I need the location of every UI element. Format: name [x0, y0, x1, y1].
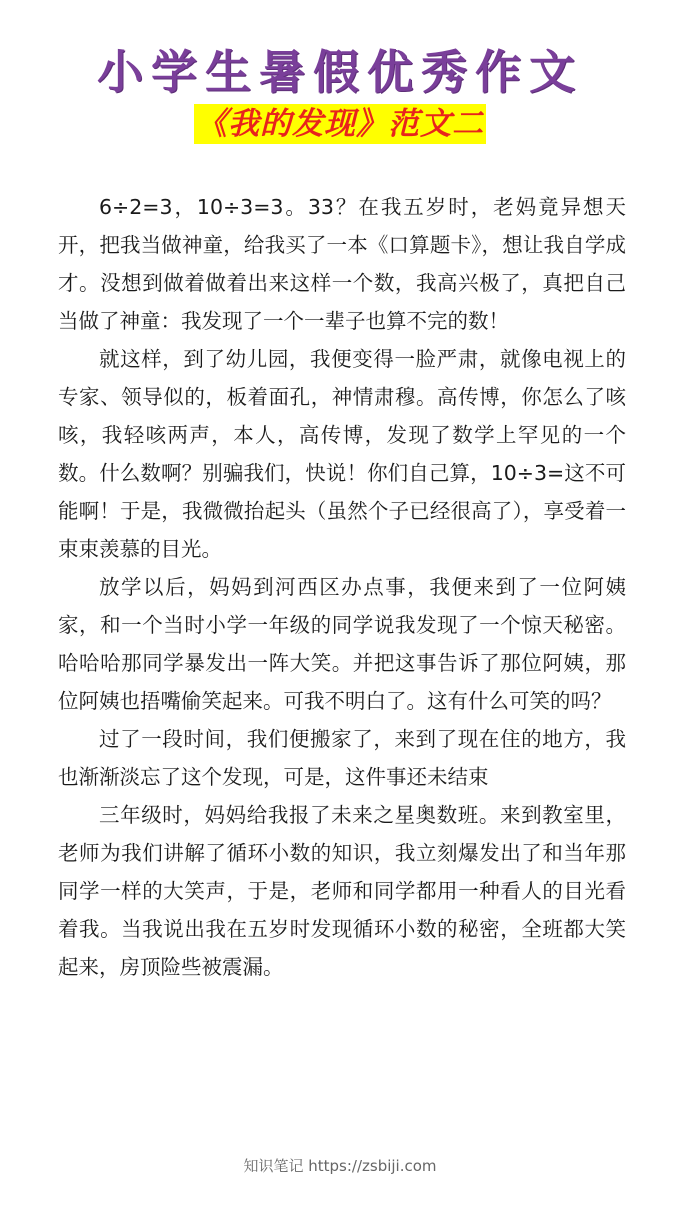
essay-body: [58, 188, 626, 986]
essay-subtitle: 《我的发现》范文二: [196, 106, 484, 142]
essay-paragraph-5: 三年级时，妈妈给我报了未来之星奥数班。来到教室里，老师为我们讲解了循环小数的知识，我立刻爆发出了和当年那同学一样的大笑声，于是，老师和同学都用一种看人的目光看着我。当我说出我在五岁时发现循环小数的秘密，全班都大笑起来，房顶险些被震漏。: [58, 803, 626, 979]
page-title: 小学生暑假优秀作文: [97, 45, 583, 99]
subtitle-container: [0, 104, 680, 144]
footer-watermark: 知识笔记 https://zsbiji.com: [243, 1157, 437, 1175]
essay-paragraph-3: 放学以后，妈妈到河西区办点事，我便来到了一位阿姨家，和一个当时小学一年级的同学说我发现了一个惊天秘密。哈哈哈那同学暴发出一阵大笑。并把这事告诉了那位阿姨，那位阿姨也捂嘴偷笑起来。可我不明白了。这有什么可笑的吗？: [58, 575, 626, 713]
essay-paragraph-2: 就这样，到了幼儿园，我便变得一脸严肃，就像电视上的专家、领导似的，板着面孔，神情肃穆。高传博，你怎么了咳咳，我轻咳两声，本人，高传博，发现了数学上罕见的一个数。什么数啊？别骗我们，快说！你们自己算，10÷3=这不可能啊！于是，我微微抬起头（虽然个子已经很高了），享受着一束束羡慕的目光。: [58, 347, 626, 561]
essay-paragraph-4: 过了一段时间，我们便搬家了，来到了现在住的地方，我也渐渐淡忘了这个发现，可是，这件事还未结束: [58, 727, 626, 789]
essay-paragraph-1: 6÷2=3，10÷3=3。33？在我五岁时，老妈竟异想天开，把我当做神童，给我买了一本《口算题卡》，想让我自学成才。没想到做着做着出来这样一个数，我高兴极了，真把自己当做了神童：我发现了一个一辈子也算不完的数！: [58, 195, 626, 333]
